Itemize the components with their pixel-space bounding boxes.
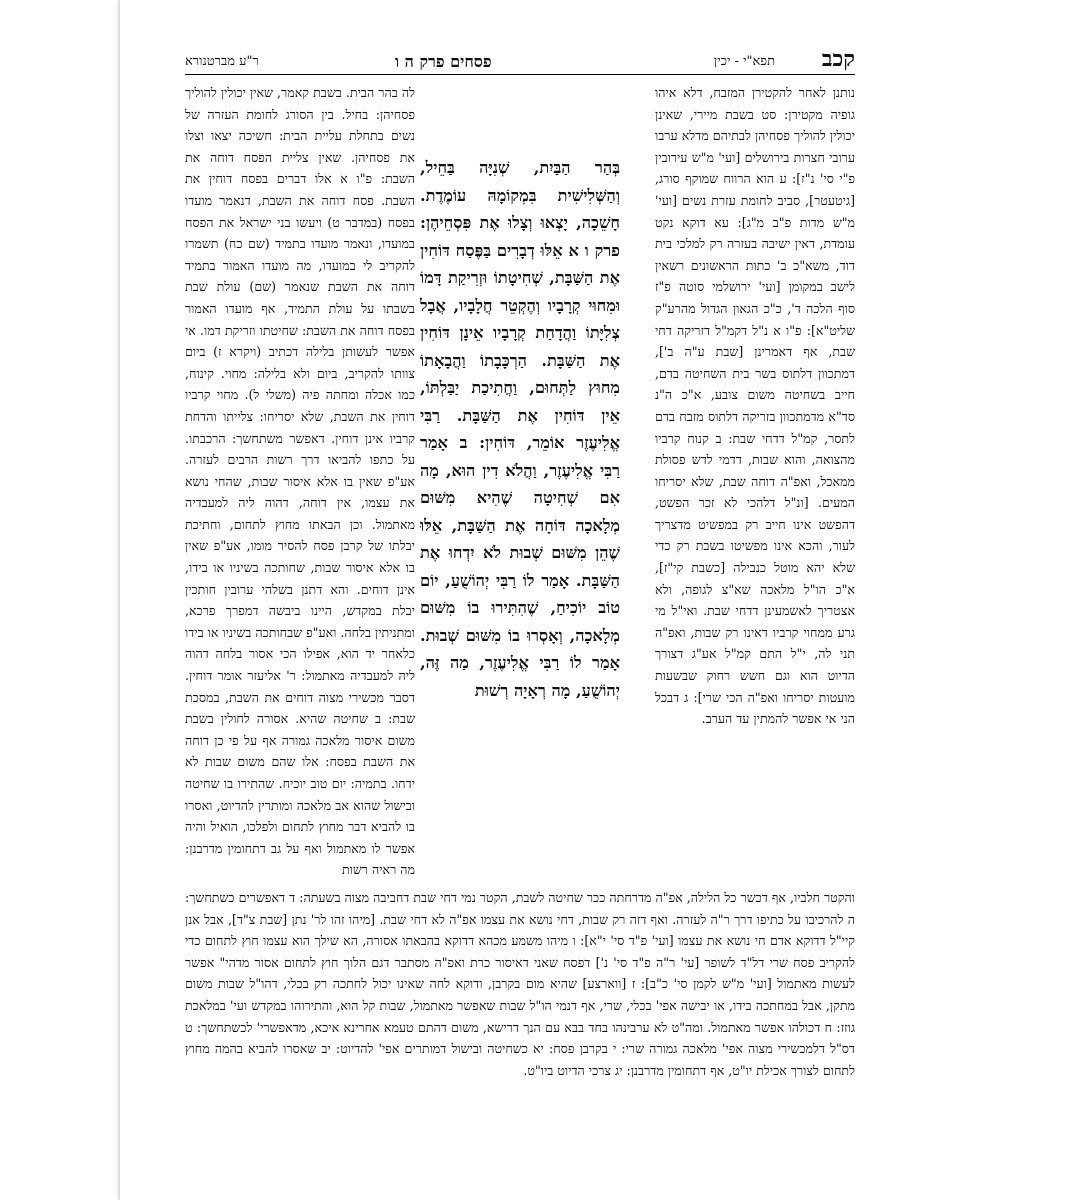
yachin-commentary-bottom-text: והקטר חלביו, אף דכשר כל הלילה, אפ"ה מדרחתה ככר שחיטה לשבת, הקטר נמי דחי שבת דחביבה מצוה בשעתה: ד דאפשרים כשתחשך: ה להרכיבו על כתיפו דרך ר"ה לעזרה. ואף דזה רק שבות, דחי נושא את עצמו אפ"ה לא דחי שבת. [מיהו זהו לר' נתן [שבת צ"ד], אבל אנן קיי"ל דדוקא אדם חי נושא את עצמו [ועי' פ"ד סי' י"א]: ו מיהו משמע מכהא דדוקא בהבאתו אסורה, הא שילך הוא עצמו חוץ לתחום כדי להקריב פסח שרי דל"ד לשופר [עי' ר"ה פ"ד סי' נ'] דפסח שאני דאיסור כרת ואפ"ה מסתבר דגם הלוך חוץ לתחום אסור מדהי" אפשר לעשות מאתמול [ועי' מ"ש לקמן סי' כ"ב]: ז [ווארצע] שהיא מום בקרבן, ודוקא לחה שאינו יכול לחתכה רק בכלי, דהו"ל שבות משום מתקן, אבל במחתכה בידו, או יבישה אפי' בכלי, שרי, אף דנמי הו"ל שבות שאפשר מאתמול, שבות קל הוא, והתירוהו במקדש ועי' במלאכת גוזז: ח דכולהו אפשר מאתמול. ומה"ט לא ערבינהו בחד בבא עם הנך דרישא, משום דהתם טעמא אחרינא איכא, מדאפשרי' לכשתחשך: ט דס"ל דלמכשירי מצוה אפי' מלאכה גמורה שרי: י בקרבן פסח: יא כשחיטה ובישול דמותרים אפי' להדיוט: יב שאסרו להביא בהמה מחוץ לתחום לצורך אכילת יו"ט, אף דתחומין מדרבנן: יג צרכי הדיוט ביו"ט.	[185, 889, 855, 1078]
running-head-commentary-ref: תפא"י - יכין	[713, 54, 775, 69]
mishnah-text: בְּהַר הַבַּיִת, שְׁנִיָּה בַּחֵיל, וְהַשְּׁלִישִׁית בִּמְקוֹמָהּ עוֹמֶדֶת. חָשֵׁכָה, יָצְאוּ וְצָלוּ אֶת פִּסְחֵיהֶן: פרק ו א אֵלּוּ דְבָרִים בַּפֶּסַח דּוֹחִין אֶת הַשַּׁבָּת, שְׁחִיטָתוֹ וּזְרִיקַת דָּמוֹ וּמִחוּי קְרָבָיו וְהֶקְטֵר חֲלָבָיו, אֲבָל צְלִיָּתוֹ וַהֲדָחַת קְרָבָיו אֵינָן דּוֹחִין אֶת הַשַּׁבָּת. הַרְכָּבָתוֹ וַהֲבָאָתוֹ מִחוּץ לַתְּחוּם, וַחֲתִיכַת יַבַּלְתּוֹ, אֵין דּוֹחִין אֶת הַשַּׁבָּת. רַבִּי אֱלִיעֶזֶר אוֹמֵר, דּוֹחִין: ב אָמַר רַבִּי אֱלִיעֶזֶר, וַהֲלֹא דִין הוּא, מָה אִם שְׁחִיטָה שֶׁהִיא מִשּׁוּם מְלָאכָה דּוֹחָה אֶת הַשַּׁבָּת, אֵלּוּ שֶׁהֵן מִשּׁוּם שְׁבוּת לֹא יִדְחוּ אֶת הַשַּׁבָּת. אָמַר לוֹ רַבִּי יְהוֹשֻׁעַ, יוֹם טוֹב יוֹכִיחַ, שֶׁהִתִּירוּ בוֹ מִשּׁוּם מְלָאכָה, וְאָסְרוּ בוֹ מִשּׁוּם שְׁבוּת. אָמַר לוֹ רַבִּי אֱלִיעֶזֶר, מַה זֶּה, יְהוֹשֻׁעַ, מָה רְאָיָה רְשׁוּת	[420, 158, 620, 700]
bartenura-commentary-text: לה בהר הבית. בשבת קאמר, שאין יכולין להוליך פסחיהן: בחיל. בין הסורג לחומת העזרה של נשים בתחלת עליית הבית: חשיכה יצאו וצלו את פסחיהן. שאין צליית הפסח דוחה את השבת: פ"ו א אלו דברים בפסח דוחין את השבת. פסח דוחה את השבת, דנאמר מועדו בפסח (במדבר ט) ויעשו בני ישראל את הפסח במועדו, ונאמר מועדו בתמיד (שם כח) תשמרו להקריב לי במועדו, מה מועדו האמור בתמיד דוחה את השבת שנאמר (שם) עולת שבת בשבתו על עולת התמיד, אף מועדו האמור בפסח דוחה את השבת: שחיטתו וזריקת דמו. אי אפשר לעשותן בלילה דכתיב (ויקרא ז) ביום צוותו להקריב, ביום ולא בלילה: מחוי. קינוח, כמו אכלה ומחתה פיה (משלי ל). מחוי קרביו דוחין את השבת, שלא יסריחו: צלייתו והדחת קרביו אינן דוחין. דאפשר משתחשך: הרכבתו. על כתפו להביאו דרך רשות הרבים לעזרה. אע"פ שאין בו אלא איסור שבות, שהחי נושא את עצמו, אין דוחה, דהוה ליה למעבדיה מאתמול. וכן הבאתו מחוץ לתחום, וחתיכת יבלתו של קרבן פסח להסיר מומו, אע"פ שאין בו אלא איסור שבות, שחותכה בשיניו או בידו, אינן דוחים. והא דתנן בשלהי ערובין חותכין יבלת במקדש, היינו ביבשה דמפרך פרכא, ומתניתין בלחה. ואע"פ שבחותכה בשיניו או בידו כלאחר יד הוא, אפילו הכי אסור בלחה דהוה ליה למעבדיה מאתמול: ר' אליעזר אומר דוחין. דסבר מכשירי מצוה דוחים את השבת, במסכת שבת: ב שחיטה שהיא. אסורה לחולין בשבת משום איסור מלאכה גמורה אף על פי כן דוחה את השבת בפסח: אלו שהם משום שבות לא ידחו. בתמיה: יום טוב יוכיח. שהתירו בו שחיטה ובישול שהוא אב מלאכה ומותרין להדיוט, ואסרו בו להביא דבר מחוץ לתחום ולפלכו, הואיל והיה אפשר לו מאתמול ואף על גב דתחומין מדרבנן: מה ראיה רשות	[184, 85, 415, 878]
running-head-bartenura: ר"ע מברטנורא	[185, 54, 259, 69]
yachin-commentary-bottom	[185, 887, 855, 1081]
running-head	[185, 46, 855, 76]
running-head-tractate: פסחים פרק ה ו	[395, 52, 492, 71]
mishnah-column	[420, 154, 620, 704]
bartenura-commentary-column	[185, 82, 415, 881]
yachin-commentary-column	[655, 82, 855, 730]
yachin-commentary-text: נותנן לאחר להקטירן המזבח, דלא איהו גופיה מקטירן: סט בשבת מיירי, שאינן יכולין להוליך פסחיהן לבתיהם מדלא ערבו ערובי חצרות בירושלים [ועי' מ"ש עירובין פ"י סי' נ"ז]: ע הוא הרווח שמוקף סורג, [גיטעטר], סביב לחומת עזרת נשים [ועי' מ"ש מדות פ"ב מ"ג]: עא דוקא נקט עומדת, דאין ישיבה בעזרה רק למלכי בית דוד, משא"כ ב' כתות הראשונים רשאין לישב במקומן [ועי' ירושלמי סוטה פ"ז סוף הלכה ד', כ"כ הגאון הגדול מהרע"ק שליט"א]: פ"ו א נ"ל דקמ"ל דזריקה דחי שבת, אף דאמרינן [שבת ע"ה ב'], דמתכוון דלתוס בשר בית השחיטה בדם, חייב בשחיטה משום צובע, א"כ ה"נ סד"א מדמתכוון בזריקה דלתוס מזבח בדם לתסר, קמ"ל דדחי שבת: ב קנוח קרביו מהצואה, והוא שבות, דדמי לדש פסולת ממאכל, ואפ"ה דוחה שבת, שלא יסריחו המעים. [ונ"ל דלהכי לא זכר הפשט, דהפשט אינו חייב רק במפשיט מדצריך לעור, והכא אינו מפשיטו בשבת רק כדי שלא יהא מוטל כנבילה [כשבת קי"ז], א"כ הו"ל מלאכה שא"צ לגופה, ולא אצטריך לאשמעינן דדחי שבת. ואי"ל מי גרע ממחוי קרביו דאינו רק שבות, ואפ"ה תני לה, י"ל התם קמ"ל אע"ג דצורך הדיוט הוא וגם חשש רחוק שבשעות מועטות יסריחו ואפ"ה הכי שרי]: ג דבכל הני אי אפשר להמתין עד הערב.	[655, 85, 855, 727]
page-number: קכב	[821, 46, 855, 72]
header-rule	[185, 74, 855, 75]
